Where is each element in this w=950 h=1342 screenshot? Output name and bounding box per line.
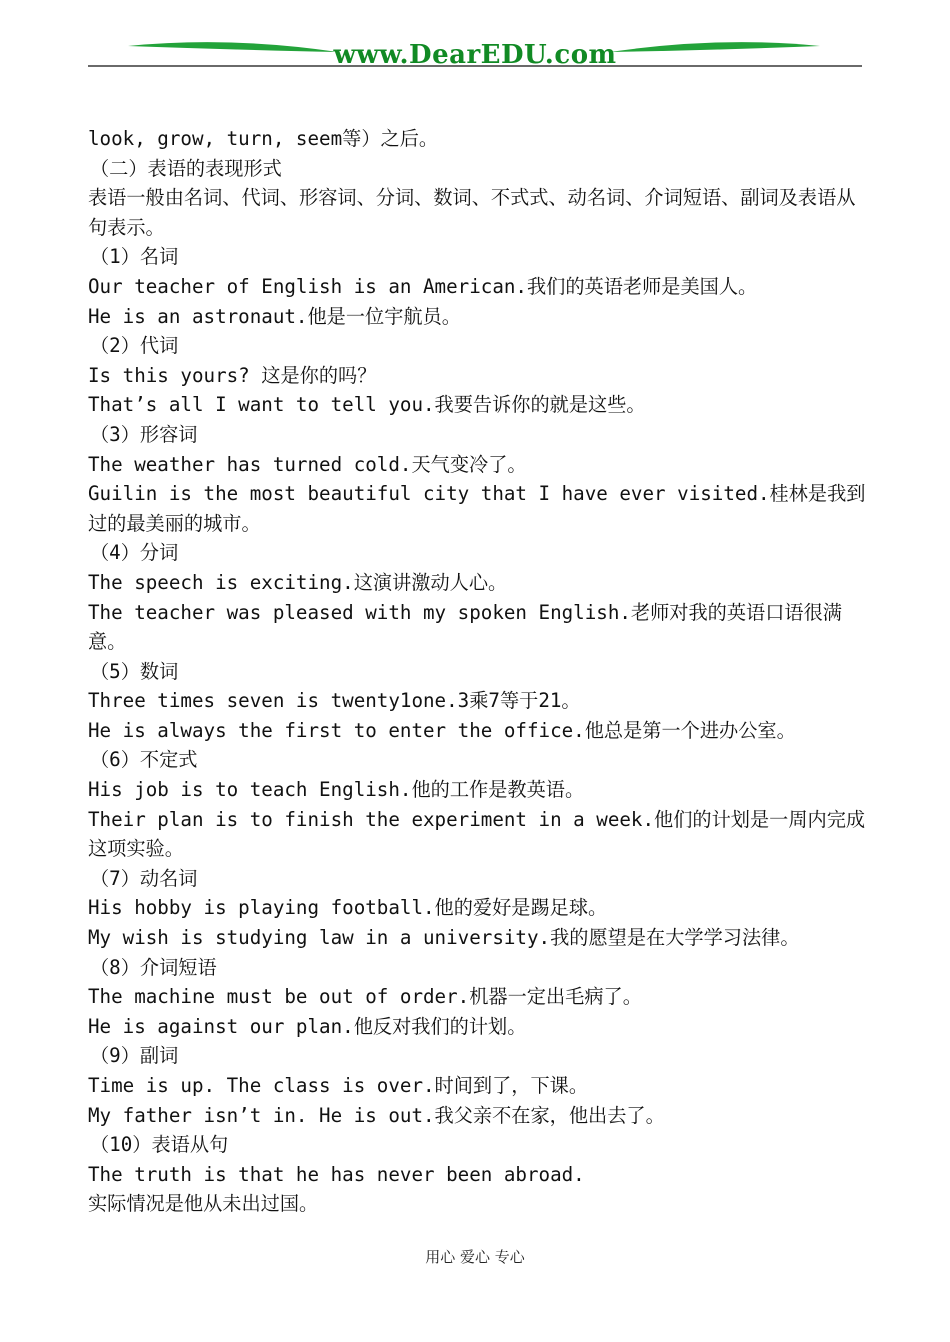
section-heading: （9）副词 xyxy=(90,1044,179,1068)
text-line: Their plan is to finish the experiment in a week.他们的计划是一周内完成这项实验。 xyxy=(88,807,866,861)
section-heading: （6）不定式 xyxy=(90,748,198,772)
text-line: My wish is studying law in a university.我的愿望是在大学学习法律。 xyxy=(88,926,800,950)
text-line: Time is up. The class is over.时间到了，下课。 xyxy=(88,1074,589,1097)
page-footer: 用心 爱心 专心 xyxy=(425,1248,525,1266)
section-heading: （10）表语从句 xyxy=(90,1133,229,1157)
section-heading: （3）形容词 xyxy=(90,422,198,446)
text-line: 实际情况是他从未出过国。 xyxy=(88,1192,319,1216)
page-header xyxy=(0,28,950,88)
text-line: That’s all I want to tell you.我要告诉你的就是这些。 xyxy=(88,393,646,417)
text-line: The teacher was pleased with my spoken English.老师对我的英语口语很满意。 xyxy=(88,600,842,654)
section-heading: （5）数词 xyxy=(90,659,179,683)
text-line: 表语一般由名词、代词、形容词、分词、数词、不式式、动名词、介词短语、副词及表语从句表示。 xyxy=(88,186,856,239)
text-line: Our teacher of English is an American.我们的英语老师是美国人。 xyxy=(88,274,758,298)
text-line: His job is to teach English.他的工作是教英语。 xyxy=(88,778,585,802)
text-line: He is always the first to enter the office.他总是第一个进办公室。 xyxy=(88,718,796,742)
text-line: Three times seven is twenty1one.3乘7等于21。 xyxy=(88,689,581,713)
section-heading: （8）介词短语 xyxy=(90,955,217,979)
text-line: My father isn’t in. He is out.我父亲不在家，他出去了。 xyxy=(88,1103,665,1127)
text-line: The weather has turned cold.天气变冷了。 xyxy=(88,452,527,476)
section-heading: （4）分词 xyxy=(90,541,179,565)
text-line: He is against our plan.他反对我们的计划。 xyxy=(88,1014,527,1038)
text-line: Is this yours? 这是你的吗？ xyxy=(88,363,377,387)
text-line: Guilin is the most beautiful city that I have ever visited.桂林是我到过的最美丽的城市。 xyxy=(88,482,866,535)
text-line: His hobby is playing football.他的爱好是踢足球。 xyxy=(88,896,608,920)
section-heading: （7）动名词 xyxy=(90,866,198,890)
site-logo-text: www.DearEDU.com xyxy=(333,40,617,70)
text-line: The truth is that he has never been abroad. xyxy=(88,1162,585,1186)
section-heading: （二）表语的表现形式 xyxy=(90,156,282,180)
document-body xyxy=(88,124,868,1219)
section-heading: （2）代词 xyxy=(90,334,179,358)
text-line: He is an astronaut.他是一位宇航员。 xyxy=(88,304,461,328)
text-line: The speech is exciting.这演讲激动人心。 xyxy=(88,570,508,594)
section-heading: （1）名词 xyxy=(90,245,179,269)
text-line: The machine must be out of order.机器一定出毛病了。 xyxy=(88,985,642,1009)
text-line: look, grow, turn, seem等）之后。 xyxy=(88,127,439,150)
